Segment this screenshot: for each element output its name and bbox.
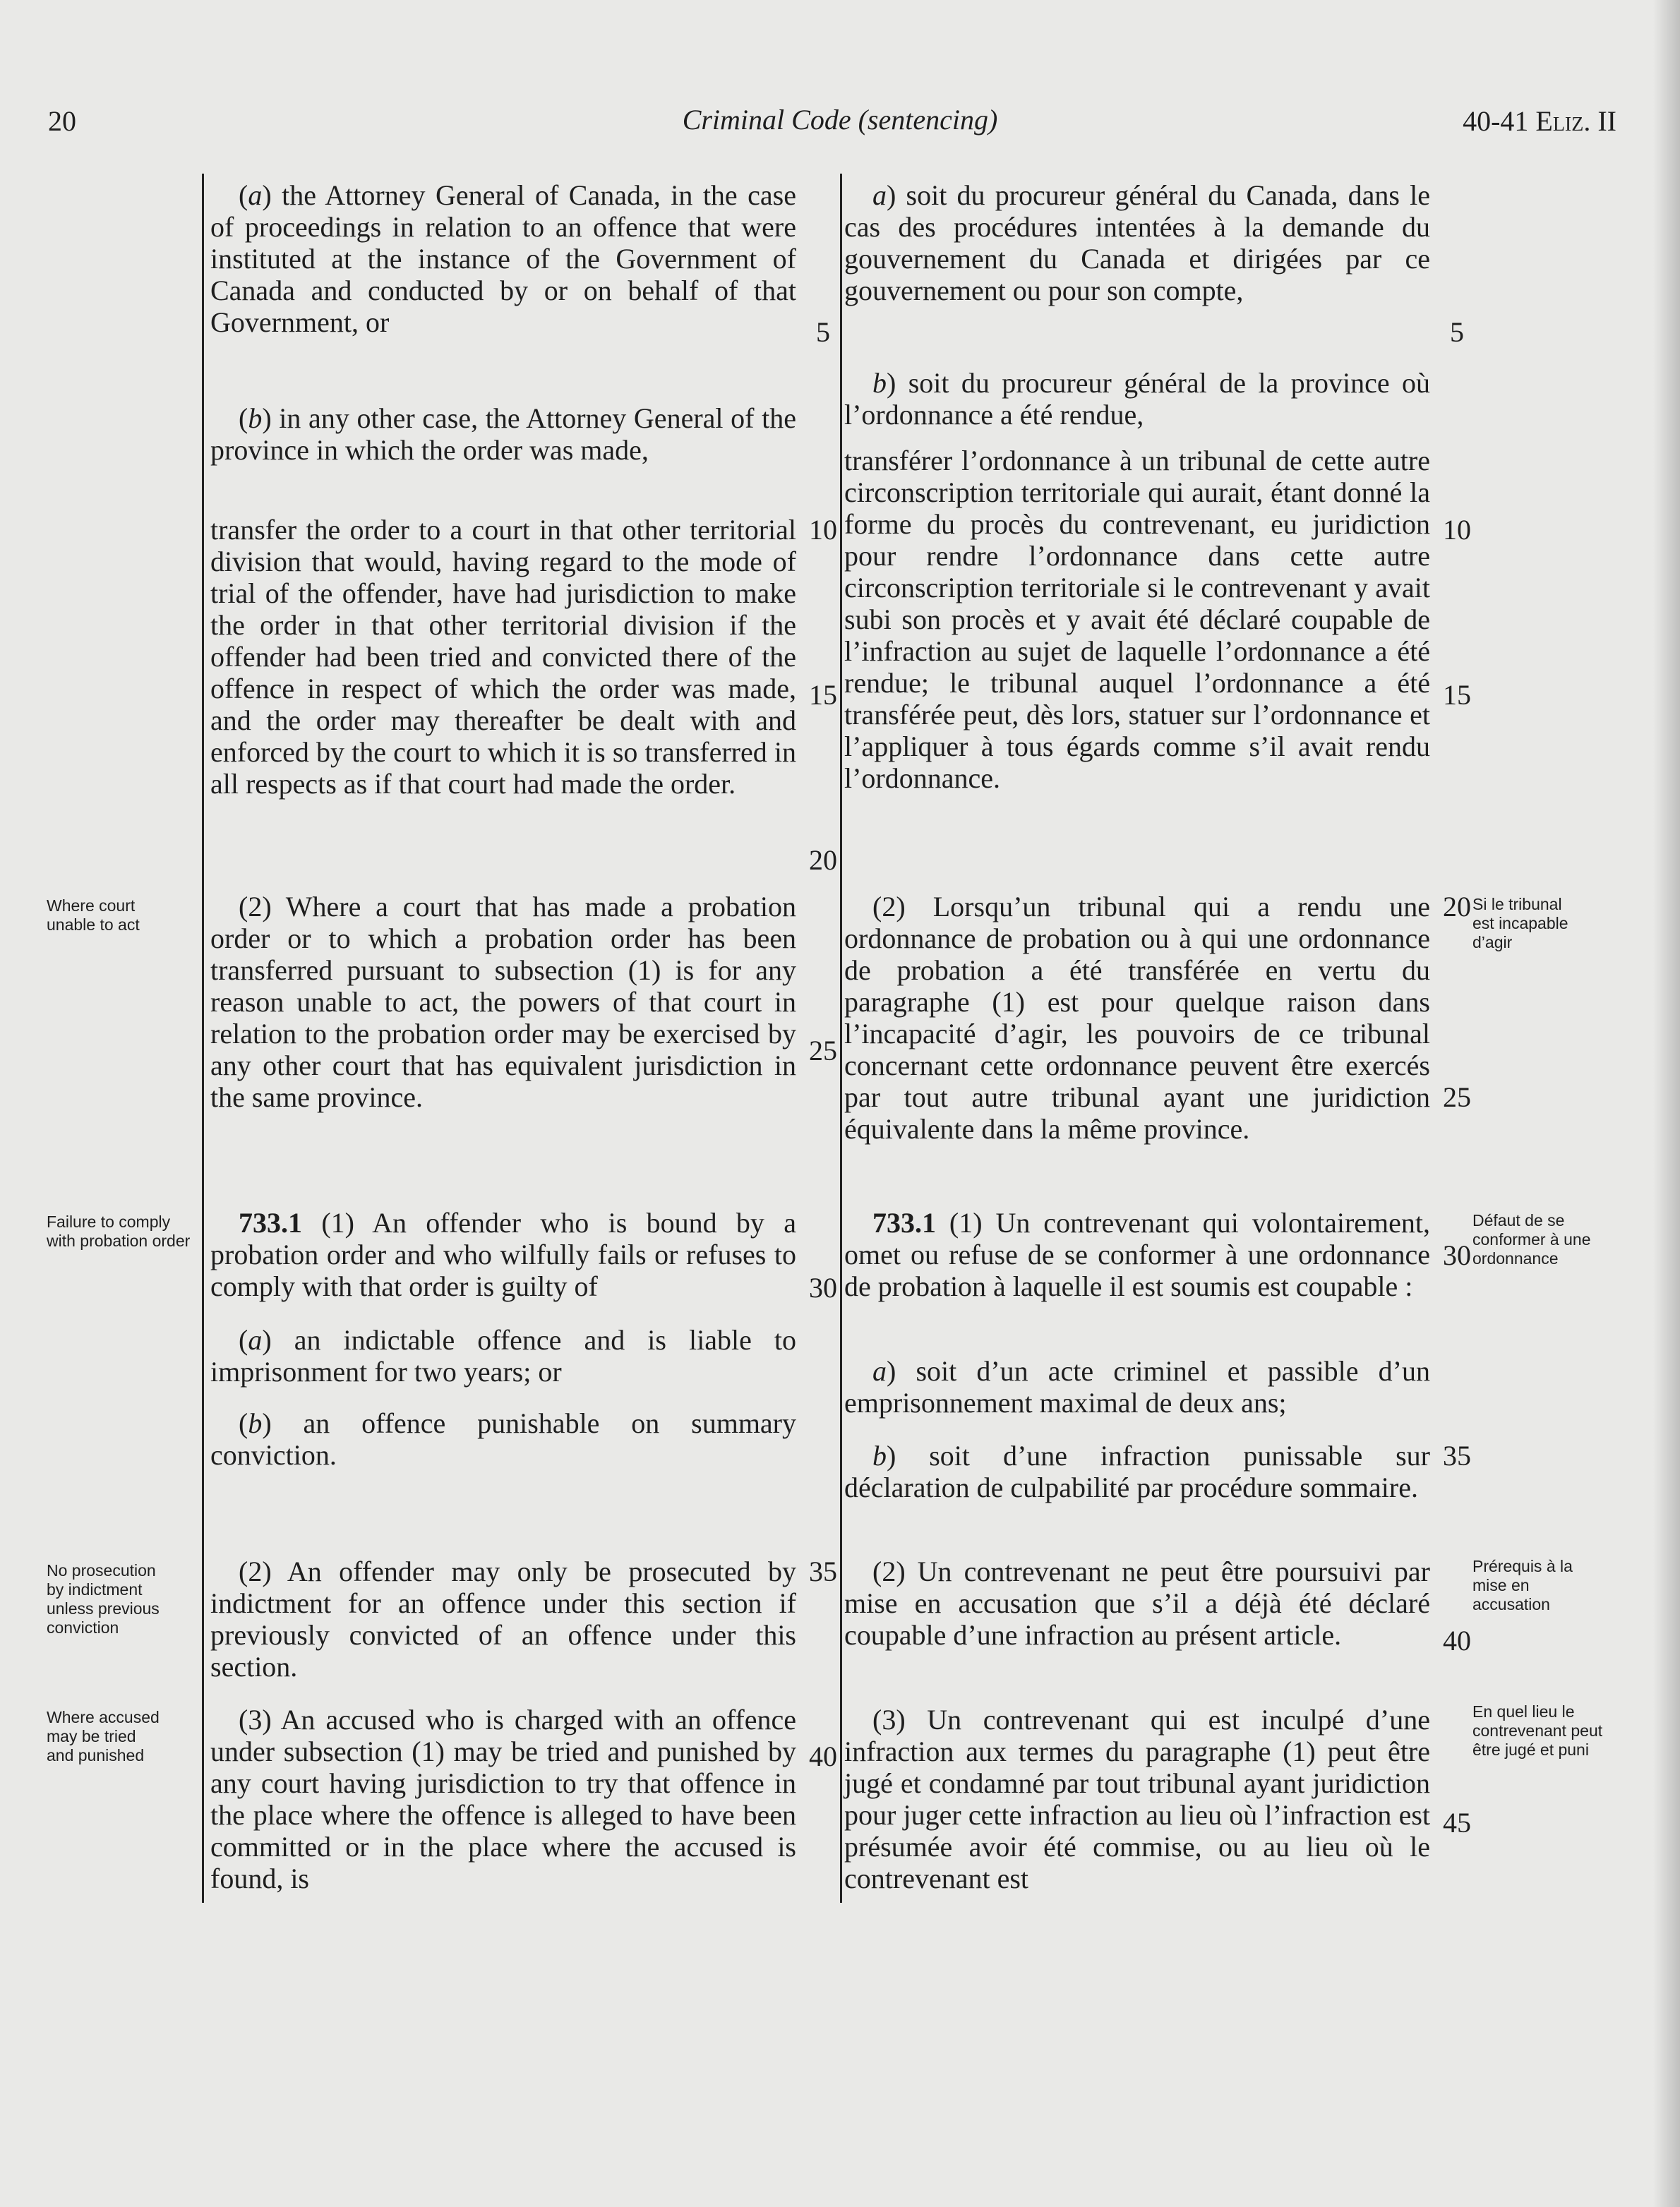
fr-paragraph-b: b) soit du procureur général de la province où l’ordonnance a été rendue, [844,367,1430,431]
fr-line-number: 5 [1450,316,1464,348]
fr-subsection-2-tribunal-incapable: (2) Lorsqu’un tribunal qui a rendu une ordonnance de probation ou à qui une ordonnance de probation a été transférée en vertu du paragraphe (1) est pour quelque raison dans l’incapacité d’agir, les pouvoirs de ce tribunal concernant cette ordonnance peuvent être exercés par tout autre tribunal ayant une juridiction équivalente dans la même province. [844,891,1430,1145]
regnal-year-eliz: Eliz [1535,105,1584,137]
en-paragraph-733-a: (a) an indictable offence and is liable to imprisonment for two years; or [210,1324,796,1388]
fr-line-number: 10 [1443,514,1471,546]
en-subsection-2-court-unable: (2) Where a court that has made a probation order or to which a probation order has been transferred pursuant to subsection (1) is for any reason unable to act, the powers of that court in relation to the probation order may be exercised by any other court that has equivalent jurisdiction in the same province. [210,891,796,1113]
margin-note-no-prosecution: No prosecution by indictment unless previous conviction [47,1561,160,1637]
regnal-year-prefix: 40-41 [1463,105,1536,137]
regnal-year-suffix: . II [1583,105,1616,137]
fr-line-number: 45 [1443,1807,1471,1839]
en-paragraph-a: (a) the Attorney General of Canada, in the case of proceedings in relation to an offence that were instituted at the instance of the Government of Canada and conducted by or on behalf of that Government, or [210,179,796,338]
en-line-number: 20 [809,844,837,876]
page-edge-shadow [1653,0,1680,2207]
fr-line-number: 15 [1443,679,1471,711]
en-transfer-paragraph: transfer the order to a court in that other territorial division that would, having regard to the mode of trial of the offender, have had jurisdiction to make the order in that other territorial division if the offender had been tried and convicted there of the offence in respect of which the order was made, and the order may thereafter be dealt with and enforced by the court to which it is so transferred in all respects as if that court had made the order. [210,514,796,800]
fr-paragraph-a: a) soit du procureur général du Canada, dans le cas des procédures intentées à la demande du gouvernement du Canada et dirigées par ce gouvernement ou pour son compte, [844,179,1430,306]
margin-note-where-accused-tried: Where accused may be tried and punished [47,1708,160,1764]
en-subsection-3-place: (3) An accused who is charged with an offence under subsection (1) may be tried and punished by any court having jurisdiction to try that offence in the place where the offence is alleged to have been committed or in the place where the accused is found, is [210,1704,796,1894]
running-title: Criminal Code (sentencing) [682,104,998,136]
margin-note-si-tribunal-incapable: Si le tribunal est incapable d’agir [1472,895,1568,951]
margin-note-where-court-unable: Where court unable to act [47,896,140,934]
margin-note-lieu-juge-puni: En quel lieu le contrevenant peut être jugé et puni [1472,1702,1603,1759]
fr-transfer-paragraph: transférer l’ordonnance à un tribunal de cette autre circonscription territoriale qui aurait, étant donné la forme du procès du contrevenant, eu juridiction pour rendre l’ordonnance dans cette autre circonscription territoriale si le contrevenant y avait subi son procès et y avait été déclaré coupable de l’infraction au sujet de laquelle l’ordonnance a été rendue; le tribunal auquel l’ordonnance a été transférée peut, dès lors, statuer sur l’ordonnance et l’appliquer à tous égards comme s’il avait rendu l’ordonnance. [844,445,1430,794]
en-line-number: 35 [809,1556,837,1587]
en-paragraph-b: (b) in any other case, the Attorney General of the province in which the order was made, [210,402,796,466]
fr-paragraph-733-a: a) soit d’un acte criminel et passible d’un emprisonnement maximal de deux ans; [844,1355,1430,1419]
fr-paragraph-733-b: b) soit d’une infraction punissable sur déclaration de culpabilité par procédure sommaire. [844,1440,1430,1503]
fr-line-number: 25 [1443,1081,1471,1113]
en-section-733-1: 733.1 (1) An offender who is bound by a probation order and who wilfully fails or refuses to comply with that order is guilty of [210,1207,796,1302]
en-line-number: 5 [816,316,830,348]
margin-note-failure-to-comply: Failure to comply with probation order [47,1213,191,1250]
fr-line-number: 35 [1443,1440,1471,1472]
en-line-number: 40 [809,1740,837,1772]
margin-note-defaut-conformer: Défaut de se conformer à une ordonnance [1472,1211,1591,1268]
regnal-year [1463,104,1616,138]
fr-subsection-3-lieu: (3) Un contrevenant qui est inculpé d’une infraction aux termes du paragraphe (1) peut être jugé et condamné par tout tribunal ayant juridiction pour juger cette infraction au lieu où l’infraction est présumée avoir été commise, ou au lieu où le contrevenant est [844,1704,1430,1894]
fr-line-number: 40 [1443,1625,1471,1656]
fr-line-number: 30 [1443,1239,1471,1271]
fr-subsection-2-poursuite: (2) Un contrevenant ne peut être poursuivi par mise en accusation que s’il a déjà été déclaré coupable d’une infraction au présent article. [844,1556,1430,1651]
en-line-number: 15 [809,679,837,711]
margin-note-prerequis-accusation: Prérequis à la mise en accusation [1472,1557,1573,1613]
fr-line-number: 20 [1443,891,1471,922]
en-subsection-2-prosecution: (2) An offender may only be prosecuted by indictment for an offence under this section if previously convicted of an offence under this section. [210,1556,796,1683]
page-number: 20 [48,105,76,137]
fr-section-733-1: 733.1 (1) Un contrevenant qui volontairement, omet ou refuse de se conformer à une ordonnance de probation à laquelle il est soumis est coupable : [844,1207,1430,1302]
left-column-rule [202,174,204,1903]
en-paragraph-733-b: (b) an offence punishable on summary conviction. [210,1407,796,1471]
en-line-number: 25 [809,1035,837,1066]
en-line-number: 10 [809,514,837,546]
en-line-number: 30 [809,1272,837,1304]
